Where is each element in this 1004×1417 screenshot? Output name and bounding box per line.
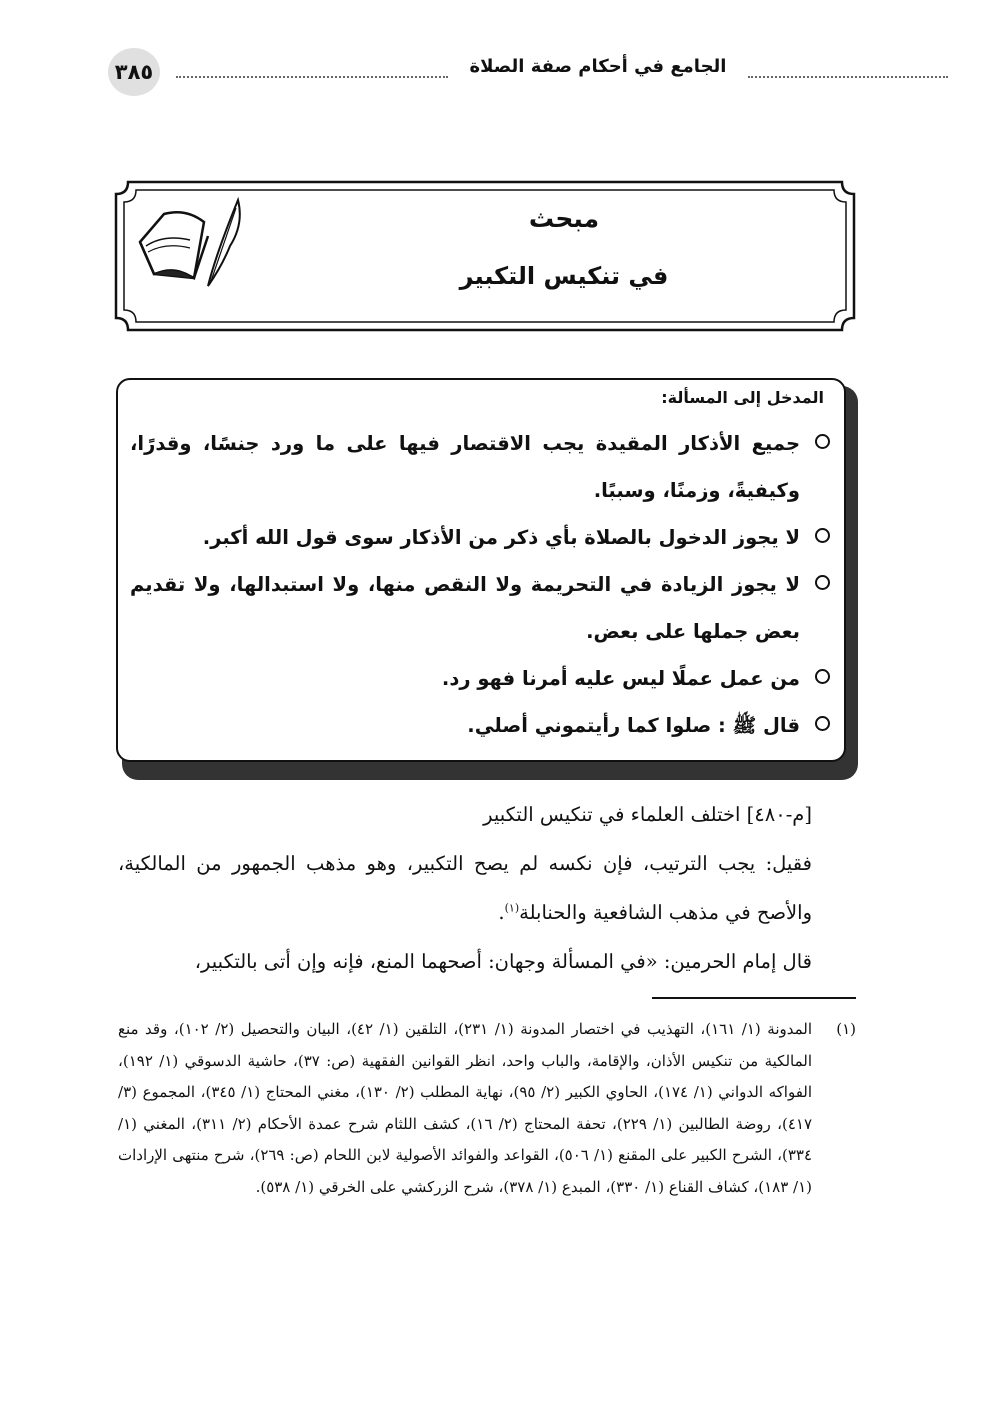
- section-label: مبحث: [528, 204, 600, 233]
- issue-number-line: [م-٤٨٠] اختلف العلماء في تنكيس التكبير: [483, 803, 812, 826]
- book-title: الجامع في أحكام صفة الصلاة: [469, 56, 727, 77]
- entry-bullet-list: [130, 420, 830, 749]
- header-dotted-rule-right: [748, 76, 948, 78]
- circle-bullet-icon: [815, 575, 830, 590]
- section-title-frame: [114, 180, 856, 332]
- footnote-number: (١): [836, 1020, 856, 1038]
- list-item: لا يجوز الدخول بالصلاة بأي ذكر من الأذكار سوى قول الله أكبر.: [130, 514, 830, 561]
- circle-bullet-icon: [815, 716, 830, 731]
- footnote-text: المدونة (١/ ١٦١)، التهذيب في اختصار المدونة (١/ ٢٣١)، التلقين (١/ ٤٢)، البيان والتحصيل (٢/ ١٠٢)، وقد منع المالكية من تنكيس الأذان، والإقامة، والباب واحد، انظر القوانين الفقهية (ص: ٣٧)، حاشية الدسوقي (١/ ١٩٢)، الفواكه الدواني (١/ ١٧٤)، الحاوي الكبير (٢/ ٩٥)، نهاية المطلب (٢/ ١٣٠)، مغني المحتاج (١/ ٣٤٥)، المجموع (٣/ ٤١٧)، روضة الطالبين (١/ ٢٢٩)، تحفة المحتاج (٢/ ١٦)، كشف اللثام شرح عمدة الأحكام (٢/ ٣١١)، المغني (١/ ٣٣٤)، الشرح الكبير على المقنع (١/ ٥٠٦)، القواعد والفوائد الأصولية لابن اللحام (ص: ٢٦٩)، شرح منتهى الإرادات (١/ ١٨٣)، كشاف القناع (١/ ٣٣٠)، المبدع (١/ ٣٧٨)، شرح الزركشي على الخرقي (١/ ٥٣٨).: [118, 1020, 813, 1196]
- page-header: [108, 48, 848, 96]
- paragraph: فقيل: يجب الترتيب، فإن نكسه لم يصح التكبير، وهو مذهب الجمهور من المالكية، والأصح في مذهب الشافعية والحنابلة$^{(١)}$.: [118, 852, 812, 924]
- circle-bullet-icon: [815, 528, 830, 543]
- circle-bullet-icon: [815, 434, 830, 449]
- list-item: جميع الأذكار المقيدة يجب الاقتصار فيها على ما ورد جنسًا، وقدرًا، وكيفيةً، وزمنًا، وسببًا.: [130, 420, 830, 514]
- body-text: [118, 790, 856, 986]
- list-item: من عمل عملًا ليس عليه أمرنا فهو رد.: [130, 655, 830, 702]
- book-quill-icon: [134, 194, 254, 294]
- circle-bullet-icon: [815, 669, 830, 684]
- section-title: في تنكيس التكبير: [459, 262, 669, 290]
- footnote-divider: [652, 997, 856, 999]
- page-number: ٣٨٥: [108, 48, 160, 96]
- footnote: [118, 1014, 856, 1203]
- entry-heading: المدخل إلى المسألة:: [661, 388, 824, 407]
- list-item: لا يجوز الزيادة في التحريمة ولا النقص منها، ولا استبدالها، ولا تقديم بعض جملها على بعض.: [130, 561, 830, 655]
- entry-box: [116, 378, 846, 762]
- paragraph: قال إمام الحرمين: «في المسألة وجهان: أصحهما المنع، فإنه وإن أتى بالتكبير،: [194, 950, 812, 973]
- footnote-reference[interactable]: (١): [504, 901, 520, 915]
- list-item: قال ﷺ : صلوا كما رأيتموني أصلي.: [130, 702, 830, 749]
- header-dotted-rule-left: [176, 76, 448, 78]
